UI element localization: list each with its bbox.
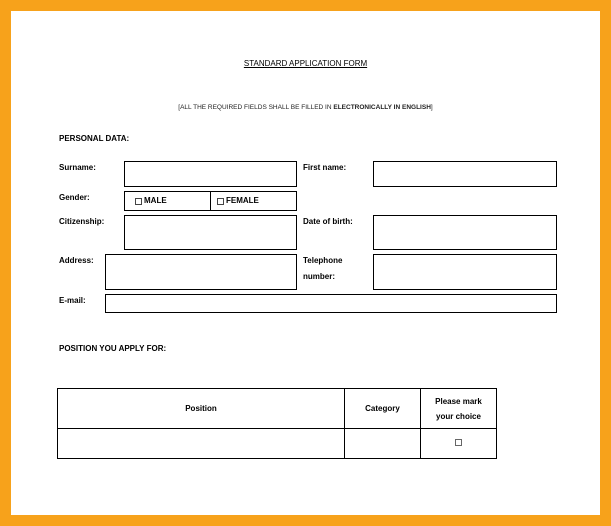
female-label: FEMALE (226, 196, 259, 205)
choice-cell[interactable] (421, 429, 497, 459)
table-header-row (58, 389, 497, 429)
document-page (11, 11, 600, 515)
position-table (57, 388, 497, 459)
female-checkbox-icon[interactable] (217, 198, 224, 205)
mark-choice-line1: Please mark (435, 396, 482, 406)
position-cell[interactable] (58, 429, 345, 459)
note-bold: ELECTRONICALLY IN ENGLISH (333, 104, 431, 111)
email-label: E-mail: (59, 296, 86, 305)
male-label: MALE (144, 196, 167, 205)
email-field[interactable] (105, 294, 557, 313)
table-row (58, 429, 497, 459)
female-option[interactable] (211, 192, 259, 210)
address-label: Address: (59, 256, 94, 265)
note-suffix: ] (430, 104, 433, 111)
citizenship-label: Citizenship: (59, 217, 105, 226)
telephone-label-line2: number: (303, 272, 335, 281)
position-column-header: Position (58, 389, 345, 429)
choice-checkbox-icon[interactable] (455, 439, 462, 446)
form-title: STANDARD APPLICATION FORM (243, 59, 368, 68)
male-option[interactable] (125, 192, 211, 210)
male-checkbox-icon[interactable] (135, 198, 142, 205)
category-cell[interactable] (345, 429, 421, 459)
telephone-field[interactable] (373, 254, 557, 290)
date-of-birth-label: Date of birth: (303, 217, 353, 226)
surname-field[interactable] (124, 161, 297, 187)
mark-choice-column-header (421, 389, 497, 429)
first-name-field[interactable] (373, 161, 557, 187)
position-heading: POSITION YOU APPLY FOR: (59, 344, 167, 353)
gender-label: Gender: (59, 193, 90, 202)
address-field[interactable] (105, 254, 297, 290)
date-of-birth-field[interactable] (373, 215, 557, 250)
fill-instructions (11, 104, 600, 111)
category-column-header: Category (345, 389, 421, 429)
first-name-label: First name: (303, 163, 347, 172)
telephone-label-line1: Telephone (303, 256, 343, 265)
surname-label: Surname: (59, 163, 96, 172)
note-prefix: [ALL THE REQUIRED FIELDS SHALL BE FILLED IN (178, 104, 334, 111)
personal-data-heading: PERSONAL DATA: (59, 134, 130, 143)
citizenship-field[interactable] (124, 215, 297, 250)
mark-choice-line2: your choice (436, 411, 481, 421)
gender-field (124, 191, 297, 211)
